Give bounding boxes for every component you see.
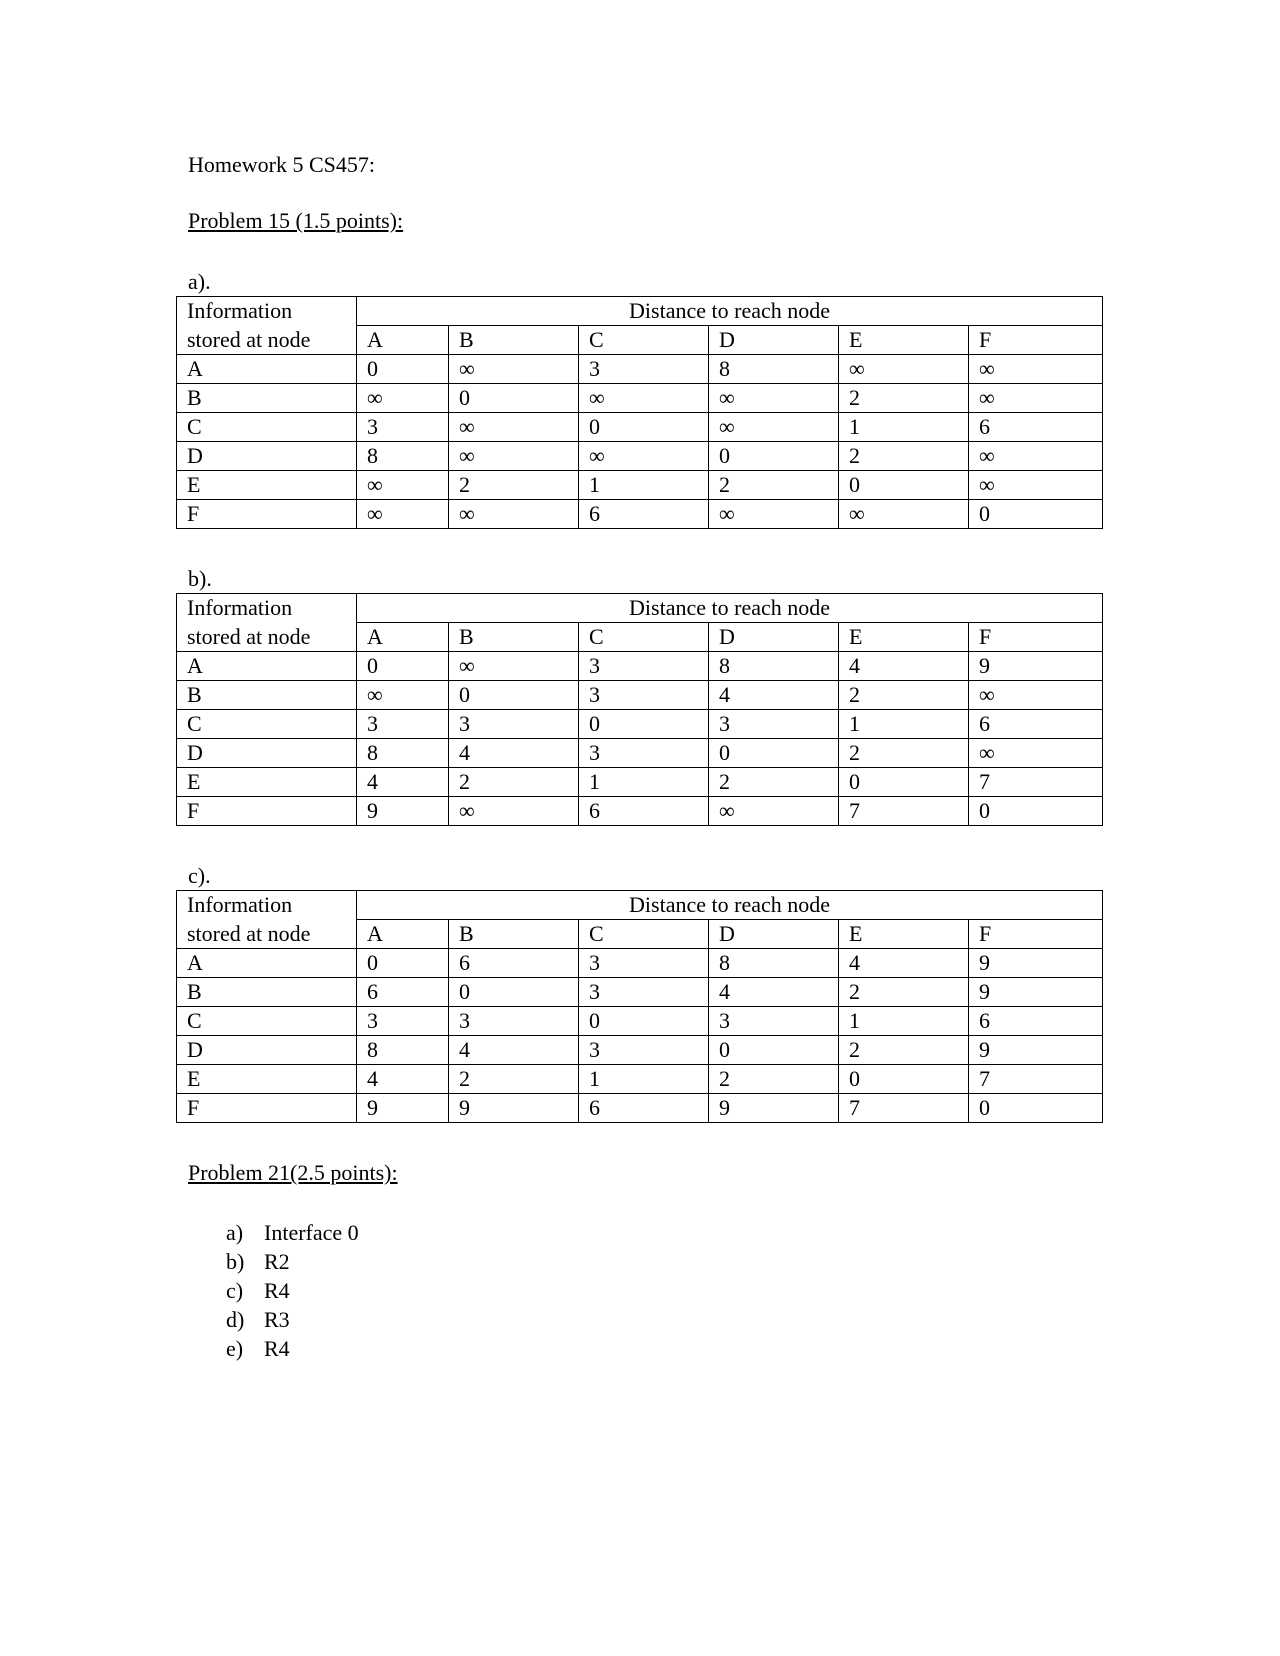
table-row [177,681,1103,710]
problem-15-heading: Problem 15 (1.5 points): [188,208,404,233]
table-row [177,355,1103,384]
table-cell: 6 [579,1094,709,1123]
table-cell: ∞ [579,384,709,413]
table-cell: 0 [839,1065,969,1094]
distance-header: Distance to reach node [357,297,1103,326]
table-cell: 0 [579,413,709,442]
table-cell: 7 [969,768,1103,797]
row-node-label: B [177,681,357,710]
table-cell: 4 [709,978,839,1007]
row-node-label: D [177,442,357,471]
list-item [226,1305,359,1334]
table-cell: 7 [969,1065,1103,1094]
row-header-label: Information [177,297,357,326]
row-header-label: stored at node [177,326,357,355]
table-cell: 2 [839,442,969,471]
table-cell: 8 [709,949,839,978]
table-cell: ∞ [969,355,1103,384]
table-cell: 1 [579,471,709,500]
column-header: D [709,326,839,355]
table-row [177,500,1103,529]
distance-vector-table [176,296,1103,529]
table-cell: ∞ [579,442,709,471]
row-node-label: E [177,768,357,797]
document-title: Homework 5 CS457: [188,152,375,177]
table-cell: 9 [969,652,1103,681]
table-cell: 0 [357,652,449,681]
distance-vector-table [176,890,1103,1123]
table-cell: ∞ [709,384,839,413]
table-cell: ∞ [839,355,969,384]
table-cell: 0 [969,500,1103,529]
column-header: F [969,920,1103,949]
table-row [177,1065,1103,1094]
table-row [177,1094,1103,1123]
table-cell: 0 [449,384,579,413]
table-cell: 2 [449,768,579,797]
table-cell: 4 [357,768,449,797]
table-cell: 4 [839,949,969,978]
table-cell: 9 [969,978,1103,1007]
table-cell: 6 [969,413,1103,442]
table-column-row [177,623,1103,652]
table-cell: 0 [709,739,839,768]
row-node-label: D [177,1036,357,1065]
list-item-marker: e) [226,1336,244,1361]
table-row [177,442,1103,471]
column-header: C [579,623,709,652]
table-cell: ∞ [969,739,1103,768]
table-cell: ∞ [449,652,579,681]
table-row [177,978,1103,1007]
list-item-text: R2 [264,1249,290,1274]
column-header: E [839,326,969,355]
table-cell: ∞ [969,681,1103,710]
table-cell: 4 [449,739,579,768]
row-node-label: C [177,710,357,739]
table-cell: 4 [839,652,969,681]
table-cell: ∞ [449,500,579,529]
list-item [226,1218,359,1247]
row-node-label: A [177,949,357,978]
table-cell: 2 [709,768,839,797]
table-row [177,768,1103,797]
row-node-label: F [177,500,357,529]
list-item-text: Interface 0 [264,1220,359,1245]
table-cell: 8 [709,652,839,681]
list-item-text: R4 [264,1336,290,1361]
table-cell: 9 [357,797,449,826]
column-header: C [579,920,709,949]
table-column-row [177,326,1103,355]
table-cell: 8 [357,739,449,768]
table-row [177,739,1103,768]
table-cell: ∞ [357,681,449,710]
table-cell: 2 [839,1036,969,1065]
list-item [226,1276,359,1305]
table-cell: 2 [839,739,969,768]
table-cell: 0 [449,978,579,1007]
row-node-label: C [177,1007,357,1036]
table-cell: ∞ [839,500,969,529]
table-cell: ∞ [709,500,839,529]
table-cell: 0 [579,710,709,739]
table-cell: 3 [579,355,709,384]
column-header: B [449,623,579,652]
table-cell: 3 [579,949,709,978]
table-cell: 2 [449,471,579,500]
table-cell: 0 [449,681,579,710]
column-header: D [709,920,839,949]
table-cell: 3 [709,1007,839,1036]
list-item-marker: d) [226,1307,245,1332]
table-cell: 3 [449,710,579,739]
table-cell: 0 [969,1094,1103,1123]
table-cell: 4 [357,1065,449,1094]
column-header: F [969,623,1103,652]
row-node-label: E [177,1065,357,1094]
table-cell: 6 [579,500,709,529]
table-cell: 9 [969,949,1103,978]
list-item [226,1247,359,1276]
problem-21-heading: Problem 21(2.5 points): [188,1160,398,1185]
table-cell: ∞ [357,471,449,500]
table-cell: 0 [839,768,969,797]
list-item-text: R3 [264,1307,290,1332]
table-cell: ∞ [969,384,1103,413]
table-row [177,1007,1103,1036]
table-cell: ∞ [357,500,449,529]
table-cell: 8 [357,1036,449,1065]
table-cell: 0 [839,471,969,500]
table-cell: 9 [449,1094,579,1123]
distance-header: Distance to reach node [357,594,1103,623]
table-cell: 3 [579,652,709,681]
table-cell: ∞ [449,797,579,826]
table-cell: 3 [579,739,709,768]
table-cell: 0 [579,1007,709,1036]
table-cell: ∞ [709,797,839,826]
table-cell: 2 [839,681,969,710]
row-node-label: F [177,797,357,826]
table-cell: ∞ [449,355,579,384]
table-cell: 2 [839,978,969,1007]
list-item-marker: c) [226,1278,244,1303]
table-cell: ∞ [709,413,839,442]
table-cell: 1 [839,413,969,442]
row-node-label: D [177,739,357,768]
table-cell: 3 [579,978,709,1007]
table-label: a). [188,269,211,294]
table-cell: 0 [969,797,1103,826]
list-item [226,1334,359,1363]
table-cell: ∞ [449,442,579,471]
table-row [177,1036,1103,1065]
list-item-text: R4 [264,1278,290,1303]
table-cell: 9 [969,1036,1103,1065]
row-header-label: Information [177,594,357,623]
row-header-label: stored at node [177,623,357,652]
table-cell: 2 [839,384,969,413]
column-header: E [839,623,969,652]
table-cell: 3 [579,1036,709,1065]
table-cell: 2 [709,471,839,500]
table-row [177,797,1103,826]
table-cell: 9 [709,1094,839,1123]
table-cell: 3 [357,710,449,739]
row-node-label: B [177,384,357,413]
table-cell: ∞ [357,384,449,413]
table-cell: ∞ [449,413,579,442]
row-header-label: stored at node [177,920,357,949]
table-cell: 3 [357,1007,449,1036]
table-label: b). [188,566,212,591]
table-header-row [177,891,1103,920]
column-header: E [839,920,969,949]
table-cell: 6 [579,797,709,826]
row-node-label: C [177,413,357,442]
table-row [177,652,1103,681]
table-cell: 9 [357,1094,449,1123]
table-row [177,471,1103,500]
table-row [177,949,1103,978]
table-cell: 7 [839,797,969,826]
distance-vector-table [176,593,1103,826]
table-cell: 4 [709,681,839,710]
row-node-label: E [177,471,357,500]
table-cell: 6 [969,1007,1103,1036]
table-cell: 3 [449,1007,579,1036]
table-cell: 1 [839,1007,969,1036]
column-header: A [357,920,449,949]
row-node-label: A [177,355,357,384]
table-cell: 3 [357,413,449,442]
table-cell: 0 [709,442,839,471]
table-label: c). [188,863,211,888]
table-cell: 2 [449,1065,579,1094]
problem-21-answer-list [226,1218,359,1363]
column-header: B [449,326,579,355]
table-row [177,413,1103,442]
table-cell: 3 [579,681,709,710]
column-header: C [579,326,709,355]
table-row [177,384,1103,413]
table-column-row [177,920,1103,949]
table-cell: 8 [709,355,839,384]
table-cell: 0 [357,355,449,384]
table-header-row [177,594,1103,623]
table-cell: 1 [839,710,969,739]
table-cell: 1 [579,1065,709,1094]
table-cell: 6 [449,949,579,978]
row-header-label: Information [177,891,357,920]
column-header: A [357,326,449,355]
table-cell: ∞ [969,471,1103,500]
column-header: A [357,623,449,652]
table-header-row [177,297,1103,326]
column-header: D [709,623,839,652]
table-cell: 2 [709,1065,839,1094]
row-node-label: B [177,978,357,1007]
table-cell: 3 [709,710,839,739]
table-cell: 7 [839,1094,969,1123]
list-item-marker: a) [226,1220,244,1245]
table-cell: 6 [969,710,1103,739]
distance-header: Distance to reach node [357,891,1103,920]
row-node-label: F [177,1094,357,1123]
list-item-marker: b) [226,1249,245,1274]
table-cell: ∞ [969,442,1103,471]
row-node-label: A [177,652,357,681]
table-cell: 8 [357,442,449,471]
table-cell: 6 [357,978,449,1007]
table-cell: 4 [449,1036,579,1065]
table-cell: 0 [357,949,449,978]
table-row [177,710,1103,739]
table-cell: 0 [709,1036,839,1065]
table-cell: 1 [579,768,709,797]
column-header: B [449,920,579,949]
column-header: F [969,326,1103,355]
